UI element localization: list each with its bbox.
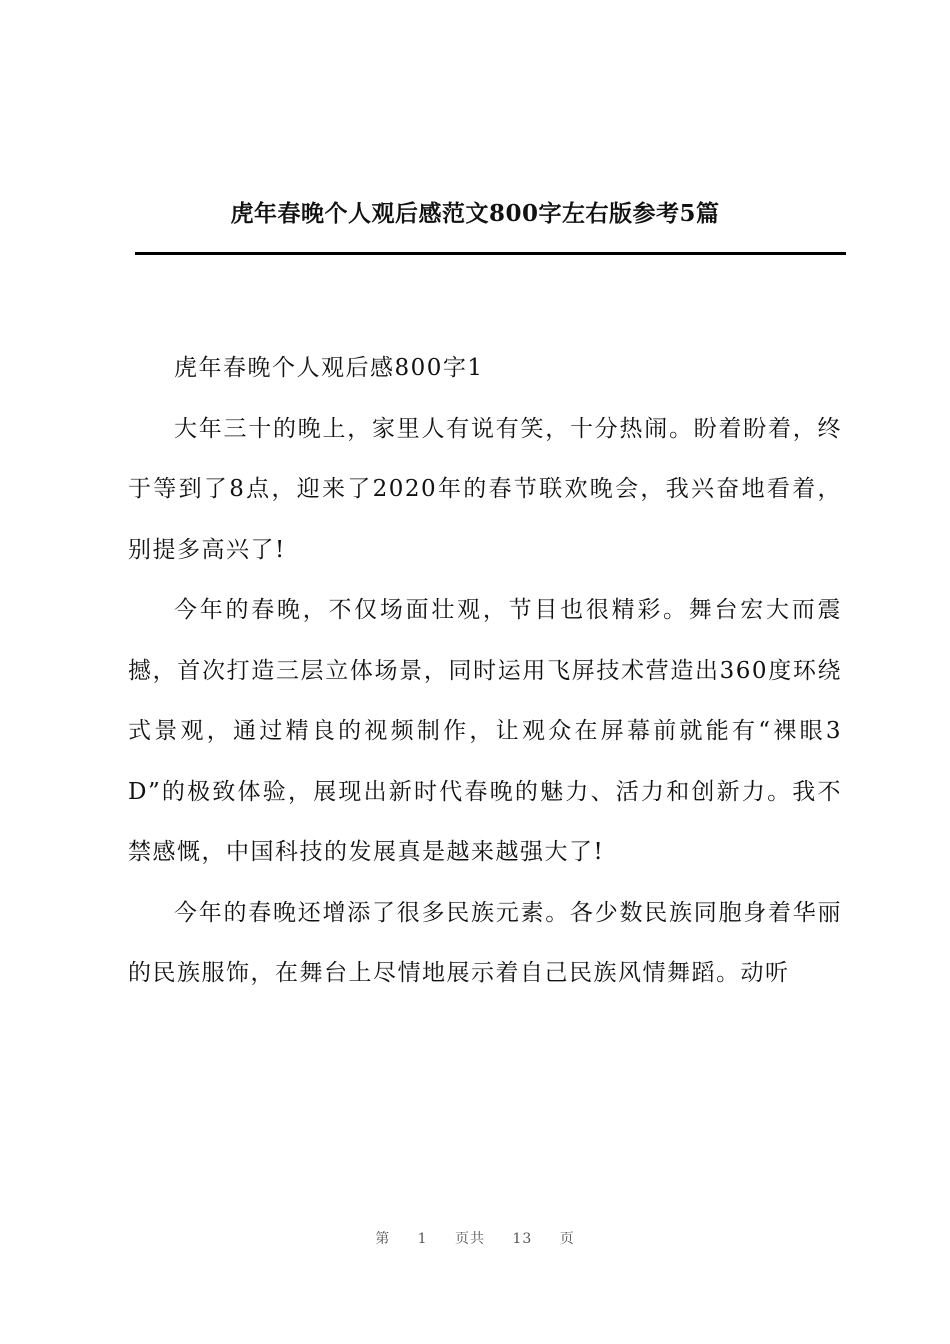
- footer-middle: 页共: [455, 1231, 486, 1247]
- footer-suffix: 页: [559, 1231, 575, 1247]
- footer-total-pages: 13: [512, 1231, 533, 1247]
- footer-prefix: 第: [375, 1231, 391, 1247]
- document-body: [128, 338, 842, 1004]
- page-footer: [0, 1228, 950, 1248]
- document-title: 虎年春晚个人观后感范文800字左右版参考5篇: [230, 200, 720, 227]
- footer-current-page: 1: [417, 1231, 428, 1247]
- paragraph: 大年三十的晚上，家里人有说有笑，十分热闹。盼着盼着，终于等到了8点，迎来了2020年的春节联欢晚会，我兴奋地看着，别提多高兴了!: [128, 415, 842, 563]
- section-heading: 虎年春晚个人观后感800字1: [174, 355, 484, 381]
- paragraph: 今年的春晚还增添了很多民族元素。各少数民族同胞身着华丽的民族服饰，在舞台上尽情地展示着自己民族风情舞蹈。动听: [128, 899, 842, 986]
- paragraph: 今年的春晚，不仅场面壮观，节目也很精彩。舞台宏大而震撼，首次打造三层立体场景，同时运用飞屏技术营造出360度环绕式景观，通过精良的视频制作，让观众在屏幕前就能有“裸眼3D”的极致体验，展现出新时代春晚的魅力、活力和创新力。我不禁感慨，中国科技的发展真是越来越强大了!: [128, 597, 842, 865]
- title-underline: [135, 252, 846, 255]
